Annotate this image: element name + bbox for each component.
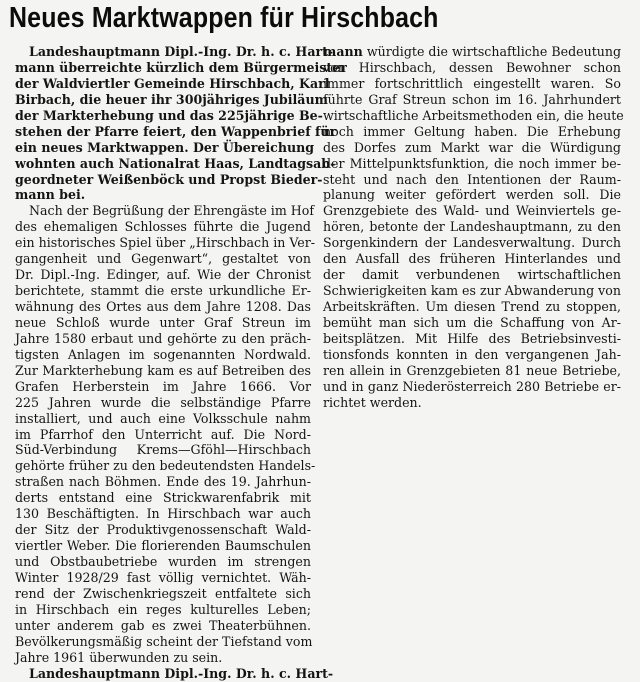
text-line: Birbach, die heuer ihr 300jähriges Jubiläum [15, 91, 328, 107]
text-line: planung weiter gefördert werden soll. Die [323, 187, 621, 203]
article-headline: Neues Marktwappen für Hirschbach [9, 2, 439, 34]
text-line: Dr. Dipl.-Ing. Edinger, auf. Wie der Chronist [15, 267, 311, 283]
text-line: immer fortschrittlich eingestellt waren. So [323, 75, 621, 91]
text-line: der Markterhebung und das 225jährige Be- [15, 107, 323, 123]
text-line: der Sitz der Produktivgenossenschaft Wald- [15, 522, 311, 538]
text-line: viertler Weber. Die florierenden Baumschulen [15, 538, 311, 554]
text-line: tionsfonds konnten in den vergangenen Jah- [323, 346, 621, 362]
text-line: Winter 1928/29 fast völlig vernichtet. Wäh- [15, 569, 311, 585]
text-line: steht und nach den Intentionen der Raum- [323, 171, 621, 187]
text-line: führte Graf Streun schon im 16. Jahrhundert [323, 91, 621, 107]
text-line: unter anderem gab es zwei Theaterbühnen. [15, 617, 311, 633]
text-line: Grenzgebiete des Wald- und Weinviertels ge- [323, 203, 621, 219]
article-column-left [15, 44, 347, 682]
text-line: mann bei. [15, 187, 86, 203]
text-line: richtet werden. [323, 394, 422, 410]
text-line: gehörte früher zu den bedeutendsten Handels- [15, 458, 316, 474]
text-line: Arbeitskräften. Um diesen Trend zu stoppen, [323, 299, 621, 314]
text-line: Süd-Verbindung Krems—Gföhl—Hirschbach [15, 442, 311, 458]
text-line: in Hirschbach ein reges kulturelles Leben; [15, 601, 311, 617]
text-line: mann würdigte die wirtschaftliche Bedeutung [323, 44, 622, 59]
text-line: ein historisches Spiel über „Hirschbach in Ver- [15, 235, 316, 251]
lead-word: mann [323, 44, 363, 59]
text-line: Sorgenkindern der Landesverwaltung. Durch [323, 235, 621, 251]
text-line: derts entstand eine Strickwarenfabrik mit [15, 490, 311, 506]
text-line: hören, betonte der Landeshauptmann, zu den [323, 219, 621, 235]
text-line: tigsten Anlagen im sogenannten Nordwald. [15, 346, 311, 362]
text-line: Jahre 1580 erbaut und gehörte zu den präch- [15, 330, 311, 346]
text-line: und in ganz Niederösterreich 280 Betriebe er- [323, 378, 621, 394]
text-line: mann überreichte kürzlich dem Bürgermeister [15, 59, 347, 75]
text-line: ein neues Marktwappen. Der Übereichung [15, 139, 315, 155]
text-line: wohnten auch Nationalrat Haas, Landtagsab- [15, 155, 336, 171]
text-line: straßen nach Böhmen. Ende des 19. Jahrhun- [15, 474, 311, 490]
text-line: geordneter Weißenböck und Propst Bieder- [15, 171, 323, 187]
text-line: des ehemaligen Schlosses führte die Jugend [15, 219, 311, 235]
text-line: beitsplätzen. Mit Hilfe des Betriebsinvesti- [323, 330, 621, 346]
text-line: berichtete, stammt die erste urkundliche Er- [15, 283, 311, 299]
text-line: Jahre 1961 überwunden zu sein. [15, 649, 223, 665]
text-line: der damit verbundenen wirtschaftlichen [323, 267, 621, 283]
text-line: rend der Zwischenkriegszeit entfaltete sich [15, 585, 311, 601]
text-line: Grafen Herberstein im Jahre 1666. Vor [15, 378, 311, 394]
text-line: stehen der Pfarre feiert, den Wappenbrief für [15, 123, 337, 139]
text-line: der Waldviertler Gemeinde Hirschbach, Karl [15, 75, 330, 91]
text-line: von Hirschbach, dessen Bewohner schon [323, 59, 621, 75]
text-line: Nach der Begrüßung der Ehrengäste im Hof [29, 203, 315, 219]
text-line: 130 Beschäftigten. In Hirschbach war auch [15, 506, 311, 522]
text-line: Landeshauptmann Dipl.-Ing. Dr. h. c. Hart- [29, 665, 334, 681]
text-line: wähnung des Ortes aus dem Jahre 1208. Das [15, 299, 311, 314]
text-line: Bevölkerungsmäßig scheint der Tiefstand vom [15, 633, 313, 649]
text-line: installiert, und auch eine Volksschule nahm [15, 410, 311, 426]
text-line: bemüht man sich um die Schaffung von Ar- [323, 314, 621, 330]
text-line: noch immer Geltung haben. Die Erhebung [323, 123, 621, 139]
text-line: des Dorfes zum Markt war die Würdigung [323, 139, 621, 155]
text-line: Zur Markterhebung kam es auf Betreiben des [15, 362, 311, 378]
text-line: neue Schloß wurde unter Graf Streun im [15, 314, 311, 330]
text-line: der Mittelpunktsfunktion, die noch immer be- [323, 155, 621, 171]
text-line: und Obstbaubetriebe wurden im strengen [15, 554, 311, 569]
text-line: ren allein in Grenzgebieten 81 neue Betriebe, [323, 362, 621, 378]
text-line: gangenheit und Gegenwart“, gestaltet von [15, 251, 311, 267]
text-line: Landeshauptmann Dipl.-Ing. Dr. h. c. Hart- [29, 44, 334, 59]
text-line: im Pfarrhof den Unterricht auf. Die Nord- [15, 426, 311, 442]
text-line: den Ausfall des früheren Hinterlandes und [323, 251, 621, 267]
column-divider [312, 44, 313, 579]
text-line: 225 Jahren wurde die selbständige Pfarre [15, 394, 311, 410]
text-line: Schwierigkeiten kam es zur Abwanderung von [323, 283, 621, 299]
article-column-right [323, 44, 624, 411]
text-line: wirtschaftliche Arbeitsmethoden ein, die heute [323, 107, 624, 123]
